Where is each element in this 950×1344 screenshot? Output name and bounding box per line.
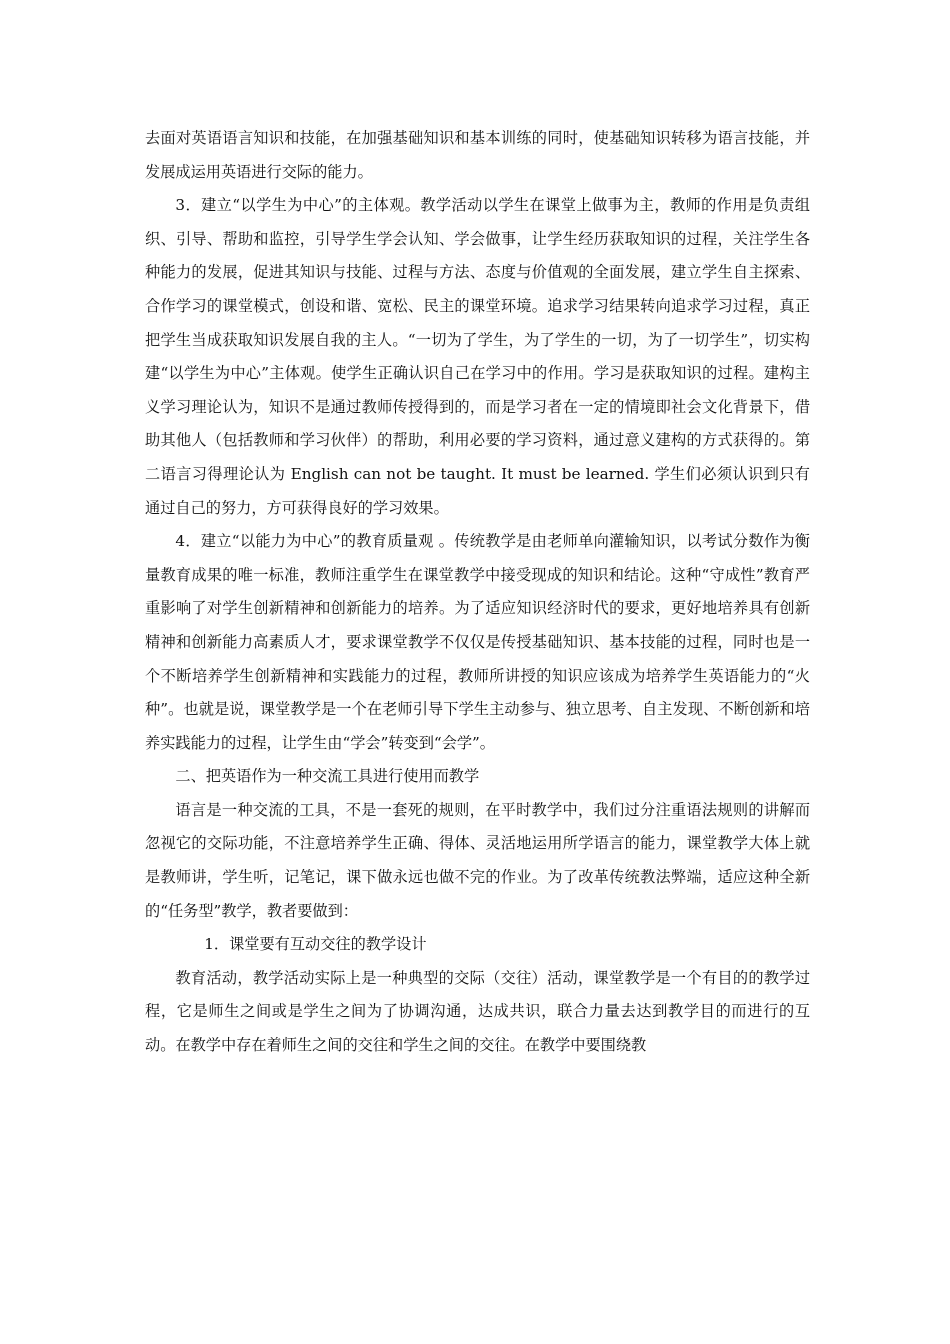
section-heading-2: 二、把英语作为一种交流工具进行使用而教学: [175, 767, 480, 786]
paragraph-subsection-body: 教育活动，教学活动实际上是一种典型的交际（交往）活动，课堂教学是一个有目的的教学过程，它是师生之间或是学生之间为了协调沟通，达成共识，联合力量去达到教学目的而进行的互动。在教学中存在着师生之间的交往和学生之间的交往。在教学中要围绕教: [145, 968, 810, 1055]
document-body: [145, 122, 810, 1063]
paragraph-item-3: 3．建立“以学生为中心”的主体观。教学活动以学生在课堂上做事为主，教师的作用是负责组织、引导、帮助和监控，引导学生学会认知、学会做事，让学生经历获取知识的过程，关注学生各种能力的发展，促进其知识与技能、过程与方法、态度与价值观的全面发展，建立学生自主探索、合作学习的课堂模式，创设和谐、宽松、民主的课堂环境。追求学习结果转向追求学习过程，真正把学生当成获取知识发展自我的主人。“一切为了学生，为了学生的一切，为了一切学生”，切实构建“以学生为中心”主体观。使学生正确认识自己在学习中的作用。学习是获取知识的过程。建构主义学习理论认为，知识不是通过教师传授得到的，而是学习者在一定的情境即社会文化背景下，借助其他人（包括教师和学习伙伴）的帮助，利用必要的学习资料，通过意义建构的方式获得的。第二语言习得理论认为 English can not be taught. It must be learned. 学生们必须认识到只有通过自己的努力，方可获得良好的学习效果。: [145, 196, 810, 517]
subsection-heading-1: 1．课堂要有互动交往的教学设计: [204, 935, 427, 954]
paragraph-continuation: 去面对英语语言知识和技能，在加强基础知识和基本训练的同时，使基础知识转移为语言技能，并发展成运用英语进行交际的能力。: [145, 129, 810, 181]
paragraph-section-intro: 语言是一种交流的工具，不是一套死的规则，在平时教学中，我们过分注重语法规则的讲解而忽视它的交际功能，不注意培养学生正确、得体、灵活地运用所学语言的能力，课堂教学大体上就是教师讲，学生听，记笔记，课下做永远也做不完的作业。为了改革传统教法弊端，适应这种全新的“任务型”教学，教者要做到：: [145, 800, 810, 920]
paragraph-item-4: 4．建立“以能力为中心”的教育质量观 。传统教学是由老师单向灌输知识，以考试分数作为衡量教育成果的唯一标准，教师注重学生在课堂教学中接受现成的知识和结论。这种“守成性”教育严重影响了对学生创新精神和创新能力的培养。为了适应知识经济时代的要求，更好地培养具有创新精神和创新能力高素质人才，要求课堂教学不仅仅是传授基础知识、基本技能的过程，同时也是一个不断培养学生创新精神和实践能力的过程，教师所讲授的知识应该成为培养学生英语能力的“火种”。也就是说，课堂教学是一个在老师引导下学生主动参与、独立思考、自主发现、不断创新和培养实践能力的过程，让学生由“学会”转变到“会学”。: [145, 532, 810, 752]
